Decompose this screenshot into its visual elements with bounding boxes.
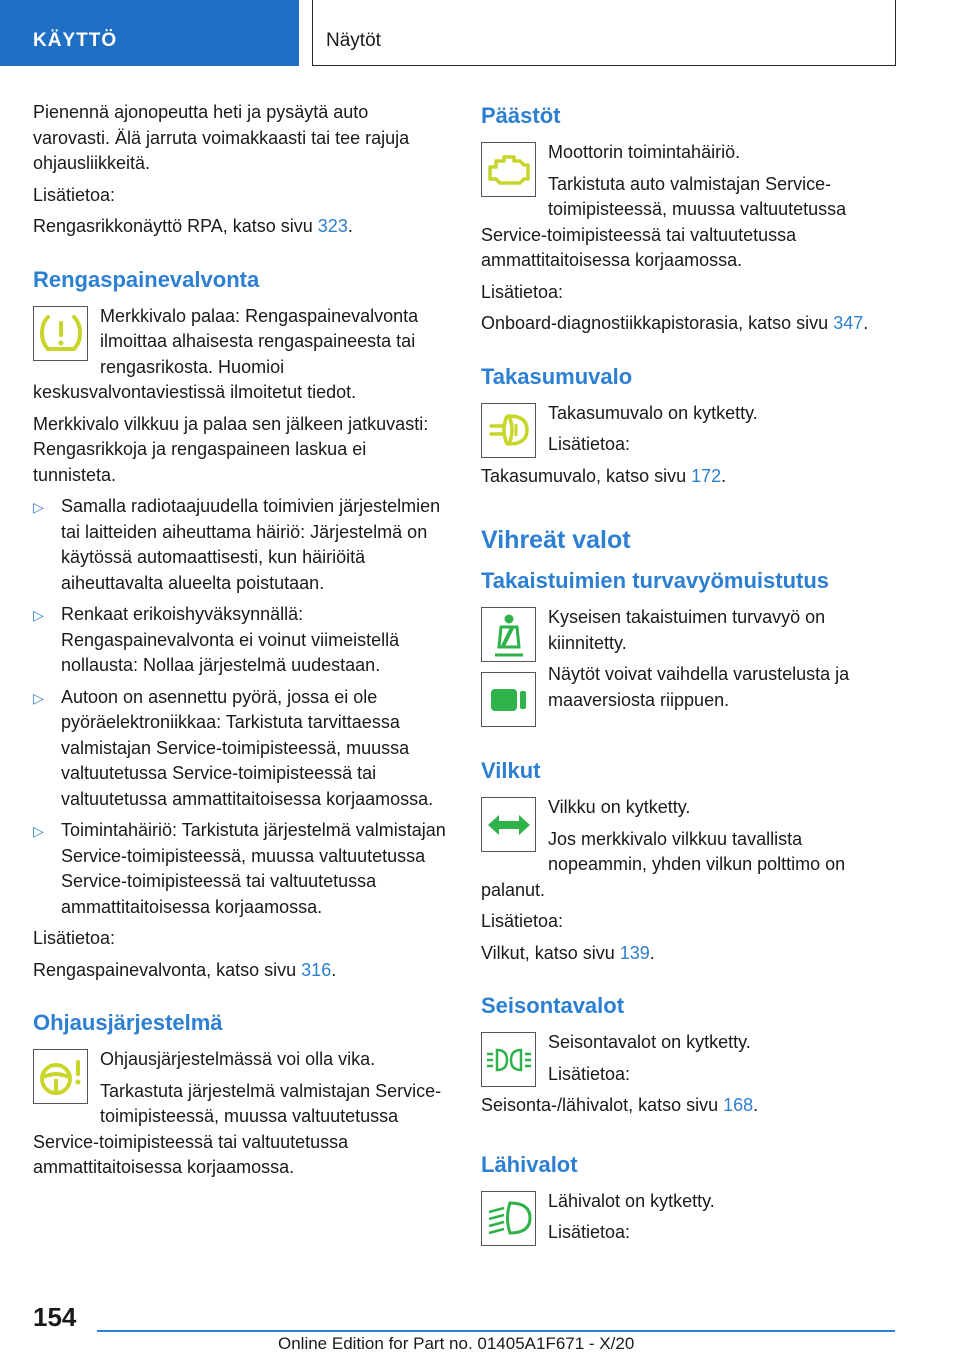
- more-info-label: Lisätietoa:: [548, 1222, 631, 1242]
- turn-page-link[interactable]: 139: [619, 942, 650, 963]
- fog-page-link[interactable]: 172: [691, 465, 722, 486]
- right-column: [481, 100, 896, 1252]
- rpa-page-link[interactable]: 323: [317, 216, 348, 236]
- list-item: ▷ Samalla radiotaajuudella toimivien järjestelmien tai laitteiden aiheuttama häiriö: Järjestelmä on käytössä automaattisesti, kun häiriöitä aiheuttavalta alueelta poistutaan.: [33, 496, 441, 593]
- section-tab: [0, 0, 299, 66]
- rear-fog-light-icon: [481, 403, 536, 458]
- more-info-label: Lisätietoa:: [33, 928, 116, 948]
- tire-pressure-warning-icon: [33, 306, 88, 361]
- emissions-heading: Päästöt: [481, 103, 561, 128]
- seatbelt-text-2: Näytöt voivat vaihdella varustelusta ja maaversiosta riippuen.: [548, 664, 850, 710]
- low-beam-heading: Lähivalot: [481, 1151, 578, 1177]
- steering-text-1: Ohjausjärjestelmässä voi olla vika.: [100, 1049, 376, 1069]
- more-info-label: Lisätietoa:: [33, 184, 116, 205]
- tpm-page-link[interactable]: 316: [301, 959, 332, 980]
- list-item: ▷ Autoon on asennettu pyörä, jossa ei ole pyöräelektroniikkaa: Tarkistuta tarvittaessa valmistajan Service-toimipisteessä, muussa valtuutetussa Service-toimipisteessä tai valtuutetussa ammattitaitoisessa korjaamossa.: [33, 686, 434, 809]
- chapter-tab: [312, 0, 896, 66]
- steering-warning-icon: [33, 1049, 88, 1104]
- seatbelt-heading: Takaistuimien turvavyömuistutus: [481, 568, 830, 593]
- page-header: [0, 0, 960, 66]
- triangle-bullet-icon: ▷: [33, 823, 44, 839]
- seatbelt-icon-group: [481, 605, 536, 731]
- rpa-reference: Rengasrikkonäyttö RPA, katso sivu 323.: [33, 216, 353, 236]
- page-number: 154: [33, 1302, 77, 1332]
- parking-lights-reference: Seisonta-/lähivalot, katso sivu 168.: [481, 1095, 759, 1115]
- turn-signal-text-1: Vilkku on kytketty.: [548, 797, 691, 817]
- more-info-label: Lisätietoa:: [481, 911, 564, 931]
- fog-heading: Takasumuvalo: [481, 363, 633, 389]
- turn-signal-text-2: Jos merkkivalo vilkkuu tavallista nopeammin, yhden vilkun polttimo on palanut.: [481, 828, 846, 900]
- emissions-text-2: Tarkistuta auto valmistajan Service-toimipisteessä, muussa valtuutetussa Service-toimipisteessä tai valtuutetussa ammattitaitoisessa korjaamossa.: [481, 173, 847, 270]
- triangle-bullet-icon: ▷: [33, 499, 44, 515]
- low-beam-icon: [481, 1191, 536, 1246]
- triangle-bullet-icon: ▷: [33, 607, 44, 623]
- emissions-text-1: Moottorin toimintahäiriö.: [548, 142, 741, 162]
- engine-check-icon: [481, 142, 536, 197]
- turn-signal-reference: Vilkut, katso sivu 139.: [481, 942, 655, 963]
- more-info-label: Lisätietoa:: [481, 281, 564, 302]
- seatbelt-icon: [481, 607, 536, 662]
- steering-heading: Ohjausjärjestelmä: [33, 1010, 223, 1035]
- page-footer: [0, 1290, 960, 1362]
- footer-divider: [97, 1330, 895, 1332]
- parking-lights-icon: [481, 1032, 536, 1087]
- tpm-heading: Rengaspainevalvonta: [33, 266, 260, 292]
- turn-signal-heading: Vilkut: [481, 758, 541, 783]
- tpm-reference: Rengaspainevalvonta, katso sivu 316.: [33, 959, 337, 980]
- intro-text: Pienennä ajonopeutta heti ja pysäytä auto varovasti. Älä jarruta voimakkaasti tai tee rajuja ohjausliikkeitä.: [33, 102, 410, 173]
- triangle-bullet-icon: ▷: [33, 689, 44, 706]
- parking-page-link[interactable]: 168: [723, 1095, 754, 1115]
- fog-reference: Takasumuvalo, katso sivu 172.: [481, 465, 727, 486]
- low-beam-text-1: Lähivalot on kytketty.: [548, 1190, 715, 1211]
- parking-lights-heading: Seisontavalot: [481, 993, 625, 1018]
- obd-page-link[interactable]: 347: [833, 313, 864, 333]
- turn-signal-icon: [481, 797, 536, 852]
- tpm-bullet-list: [33, 494, 448, 920]
- tpm-text-1: Merkkivalo palaa: Rengaspainevalvonta ilmoittaa alhaisesta rengaspaineesta tai rengasrikosta. Huomioi keskusvalvontaviestissä ilmoitetut tiedot.: [33, 305, 419, 402]
- obd-reference: Onboard-diagnostiikkapistorasia, katso sivu 347.: [481, 313, 869, 333]
- green-lights-heading: Vihreät valot: [481, 526, 631, 554]
- left-column: [33, 100, 448, 1187]
- more-info-label: Lisätietoa:: [548, 434, 631, 454]
- steering-text-2: Tarkastuta järjestelmä valmistajan Service-toimipisteessä, muussa valtuutetussa Service-toimipisteessä tai valtuutetussa ammattitaitoisessa korjaamossa.: [33, 1080, 442, 1177]
- list-item: ▷ Toimintahäiriö: Tarkistuta järjestelmä valmistajan Service-toimipisteessä, muussa valtuutetussa Service-toimipisteessä tai valtuutetussa ammattitaitoisessa korjaamossa.: [33, 820, 446, 917]
- rear-seat-indicator-icon: [481, 672, 536, 727]
- edition-text: Online Edition for Part no. 01405A1F671 - X/20: [278, 1334, 635, 1353]
- seatbelt-text-1: Kyseisen takaistuimen turvavyö on kiinnitetty.: [548, 607, 826, 653]
- tpm-text-2: Merkkivalo vilkkuu ja palaa sen jälkeen jatkuvasti: Rengasrikkoja ja rengaspaineen laskua ei tunnisteta.: [33, 413, 429, 485]
- parking-lights-text-1: Seisontavalot on kytketty.: [548, 1032, 751, 1052]
- fog-text-1: Takasumuvalo on kytketty.: [548, 402, 758, 423]
- section-label: KÄYTTÖ: [33, 30, 118, 51]
- chapter-label: Näytöt: [326, 30, 381, 51]
- more-info-label: Lisätietoa:: [548, 1063, 631, 1084]
- list-item: ▷ Renkaat erikoishyväksynnällä: Rengaspainevalvonta ei voinut viimeistellä nollausta: Nollaa järjestelmä uudestaan.: [33, 604, 400, 675]
